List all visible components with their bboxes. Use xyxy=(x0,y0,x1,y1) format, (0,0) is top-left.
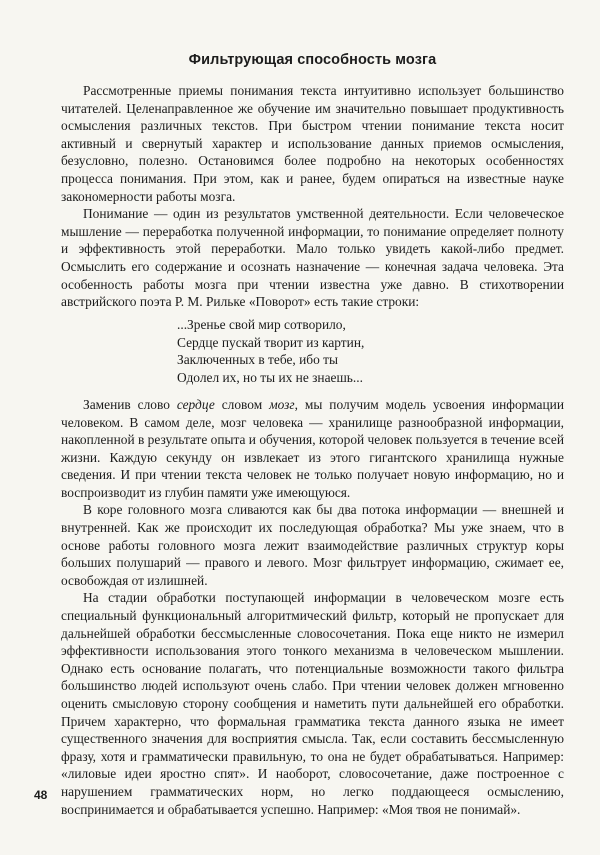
emphasis-heart: сердце xyxy=(176,396,215,412)
paragraph-3-text-c: , мы получим модель усвоения информации человеком. В самом деле, мозг человека — хранилище разнообразной информации, накопленной в результате опыта и обучения, которой человек пользуется в течение всей жизни. Каждую секунду он извлекает из этого гигантского хранилища нужные сведения. И при чтении текста человек не только получает новую информацию, но и воспроизводит из глубин памяти уже имеющуюся. xyxy=(61,396,564,500)
poem-line-3: Заключенных в тебе, ибо ты xyxy=(177,352,338,368)
poem-line-1: ...Зренье свой мир сотворило, xyxy=(177,316,346,332)
emphasis-brain: мозг xyxy=(269,396,295,412)
paragraph-3-text-b: словом xyxy=(214,396,270,412)
poem-quote xyxy=(177,316,564,387)
paragraph-4: В коре головного мозга сливаются как бы два потока информации — внешней и внутренней. Как же происходит их последующая обработка? Мы уже знаем, что в основе работы головного мозга лежит взаимодействие различных структур коры больших полушарий — правого и левого. Мозг фильтрует информацию, сжимает ее, освобождая от излишней. xyxy=(61,502,564,588)
paragraph-5: На стадии обработки поступающей информации в человеческом мозге есть специальный функциональный алгоритмический фильтр, который не пропускает для дальнейшей обработки бессмысленные словосочетания. Пока еще никто не измерил эффективности использования этого тонкого механизма в человеческом мышлении. Однако есть основание полагать, что потенциальные возможности такого фильтра большинство людей используют очень слабо. При чтении человек должен мгновенно оценить смысловую сторону сообщения и наметить пути дальнейшей его обработки. Причем характерно, что формальная грамматика текста данного языка не имеет существенного значения для восприятия смысла. Так, если составить бессмысленную фразу, хотя и грамматически правильную, то она не будет обрабатываться. Например: «лиловые идеи яростно спят». И наоборот, словосочетание, даже построенное с нарушением грамматических норм, но легко поддающееся осмыслению, воспринимается и обрабатывается успешно. Например: «Моя твоя не понимай». xyxy=(61,590,564,817)
paragraph-3 xyxy=(61,396,564,502)
paragraph-2: Понимание — один из результатов умственной деятельности. Если человеческое мышление — переработка полученной информации, то понимание определяет полноту и эффективность этой переработки. Мало только увидеть какой-либо предмет. Осмыслить его содержание и осознать назначение — конечная задача человека. Эта особенность работы мозга при чтении известна уже давно. В стихотворении австрийского поэта Р. М. Рильке «Поворот» есть такие строки: xyxy=(61,206,564,310)
paragraph-3-text-a: Заменив слово xyxy=(83,396,177,412)
section-title: Фильтрующая способность мозга xyxy=(188,52,437,68)
page-number: 48 xyxy=(34,788,48,802)
paragraph-1: Рассмотренные приемы понимания текста интуитивно использует большинство читателей. Целенаправленное же обучение им значительно повышает продуктивность осмысления различных текстов. При быстром чтении понимание текста носит активный и свернутый характер и использование данных приемов осмысления, безусловно, полезно. Остановимся более подробно на некоторых особенностях процесса понимания. При этом, как и ранее, будем опираться на известные науке закономерности работы мозга. xyxy=(61,83,564,204)
poem-line-4: Одолел их, но ты их не знаешь... xyxy=(177,370,363,386)
poem-line-2: Сердце пускай творит из картин, xyxy=(177,334,365,350)
